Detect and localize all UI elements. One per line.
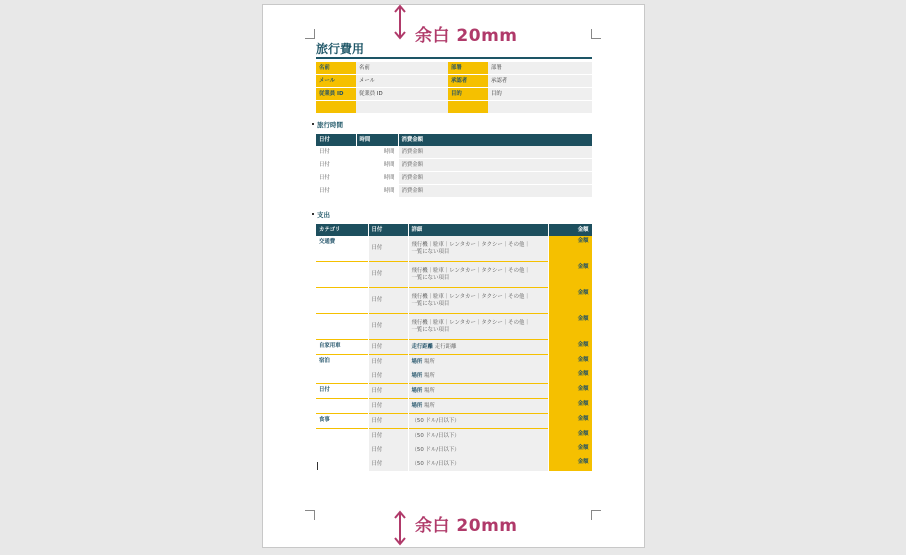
detail-cell[interactable] <box>408 340 548 355</box>
amount-cell[interactable]: 消費金額 <box>398 185 592 198</box>
info-label: メール <box>316 75 356 88</box>
table-row <box>316 159 592 172</box>
table-row <box>316 443 592 457</box>
info-label <box>448 101 488 114</box>
amount-cell[interactable]: 金額 <box>548 262 592 288</box>
detail-cell[interactable] <box>408 236 548 262</box>
amount-cell[interactable]: 金額 <box>548 369 592 384</box>
detail-cell[interactable] <box>408 399 548 414</box>
travel-time-column-header: 消費金額 <box>398 134 592 146</box>
detail-text: 飛行機｜駐車｜レンタカー｜タクシー｜その他｜ <box>411 320 530 327</box>
table-row <box>316 172 592 185</box>
detail-text: 場所 <box>411 358 423 365</box>
table-row <box>316 384 592 399</box>
table-row <box>316 288 592 314</box>
double-arrow-icon <box>392 4 408 40</box>
info-label: 承認者 <box>448 75 488 88</box>
title-rule <box>316 57 592 59</box>
time-cell[interactable]: 時間 <box>356 172 398 185</box>
detail-text: 場所 <box>411 372 423 379</box>
amount-cell[interactable]: 金額 <box>548 414 592 429</box>
detail-text: 場所 <box>411 387 423 394</box>
category-cell[interactable]: 宿泊 <box>316 355 368 370</box>
table-row <box>316 369 592 384</box>
travel-time-column-header: 時間 <box>356 134 398 146</box>
expenses-table <box>316 224 593 471</box>
category-cell[interactable] <box>316 314 368 340</box>
detail-text: 飛行機｜駐車｜レンタカー｜タクシー｜その他｜ <box>411 242 530 249</box>
info-table <box>316 62 592 114</box>
info-row <box>316 88 592 101</box>
crop-mark-bottom-right <box>591 510 601 520</box>
text-cursor <box>317 462 318 470</box>
info-value-field[interactable]: 従業員 ID <box>356 88 448 101</box>
info-value-field[interactable] <box>356 101 448 114</box>
date-cell[interactable]: 日付 <box>316 172 356 185</box>
info-value-field[interactable] <box>488 101 592 114</box>
category-cell[interactable] <box>316 369 368 384</box>
detail-cell[interactable] <box>408 288 548 314</box>
detail-cell[interactable] <box>408 355 548 370</box>
detail-text: （50 ドル/日以下） <box>411 432 460 439</box>
detail-text: 場所 <box>424 387 435 394</box>
info-label: 名前 <box>316 62 356 75</box>
date-cell[interactable]: 日付 <box>368 429 408 444</box>
info-row <box>316 75 592 88</box>
detail-text: 場所 <box>424 372 435 379</box>
date-cell[interactable]: 日付 <box>316 185 356 198</box>
date-cell[interactable]: 日付 <box>368 443 408 457</box>
info-row <box>316 101 592 114</box>
double-arrow-icon <box>392 510 408 546</box>
date-cell[interactable]: 日付 <box>316 159 356 172</box>
travel-time-column-header: 日付 <box>316 134 356 146</box>
info-value-field[interactable]: 名前 <box>356 62 448 75</box>
detail-text: （50 ドル/日以下） <box>411 417 460 424</box>
date-cell[interactable]: 日付 <box>368 340 408 355</box>
detail-text: 場所 <box>424 358 435 365</box>
category-cell[interactable] <box>316 288 368 314</box>
detail-cell[interactable] <box>408 457 548 471</box>
info-label <box>316 101 356 114</box>
date-cell[interactable]: 日付 <box>368 369 408 384</box>
detail-cell[interactable] <box>408 443 548 457</box>
amount-cell[interactable]: 金額 <box>548 314 592 340</box>
detail-cell[interactable] <box>408 429 548 444</box>
detail-text: 走行距離 <box>411 343 434 350</box>
detail-text: 一覧にない項目 <box>411 274 450 281</box>
table-row <box>316 236 592 262</box>
detail-cell[interactable] <box>408 369 548 384</box>
date-cell[interactable]: 日付 <box>368 457 408 471</box>
amount-cell[interactable]: 金額 <box>548 288 592 314</box>
category-cell[interactable] <box>316 429 368 444</box>
amount-cell[interactable]: 金額 <box>548 443 592 457</box>
table-row <box>316 399 592 414</box>
table-row <box>316 262 592 288</box>
table-row <box>316 355 592 370</box>
time-cell[interactable]: 時間 <box>356 159 398 172</box>
info-value-field[interactable]: 承認者 <box>488 75 592 88</box>
info-label: 従業員 ID <box>316 88 356 101</box>
date-cell[interactable]: 日付 <box>368 399 408 414</box>
amount-cell[interactable]: 消費金額 <box>398 146 592 159</box>
expenses-column-header: カテゴリ <box>316 224 368 236</box>
info-value-field[interactable]: 目的 <box>488 88 592 101</box>
table-row <box>316 340 592 355</box>
travel-time-table <box>316 134 593 198</box>
amount-cell[interactable]: 金額 <box>548 236 592 262</box>
amount-cell[interactable]: 消費金額 <box>398 159 592 172</box>
top-margin-label: 余白 20mm <box>415 26 518 46</box>
category-cell[interactable] <box>316 262 368 288</box>
date-cell[interactable]: 日付 <box>368 236 408 262</box>
date-cell[interactable]: 日付 <box>368 414 408 429</box>
detail-cell[interactable] <box>408 414 548 429</box>
category-cell[interactable] <box>316 399 368 414</box>
amount-cell[interactable]: 金額 <box>548 399 592 414</box>
category-cell[interactable]: 交通費 <box>316 236 368 262</box>
date-cell[interactable]: 日付 <box>316 146 356 159</box>
date-cell[interactable]: 日付 <box>368 355 408 370</box>
info-value-field[interactable]: 部署 <box>488 62 592 75</box>
crop-mark-bottom-left <box>305 510 315 520</box>
detail-text: 一覧にない項目 <box>411 326 450 333</box>
section-bullet <box>312 213 314 215</box>
amount-cell[interactable]: 金額 <box>548 340 592 355</box>
amount-cell[interactable]: 金額 <box>548 384 592 399</box>
section-bullet <box>312 123 314 125</box>
crop-mark-top-right <box>591 29 601 39</box>
detail-text: 一覧にない項目 <box>411 248 450 255</box>
category-cell[interactable]: 日付 <box>316 384 368 399</box>
category-cell[interactable]: 食事 <box>316 414 368 429</box>
table-row <box>316 314 592 340</box>
detail-text: 場所 <box>411 402 423 409</box>
detail-cell[interactable] <box>408 314 548 340</box>
detail-text: （50 ドル/日以下） <box>411 460 460 467</box>
table-row <box>316 185 592 198</box>
bottom-margin-label: 余白 20mm <box>415 516 518 536</box>
info-row <box>316 62 592 75</box>
expenses-column-header: 金額 <box>548 224 592 236</box>
info-label: 目的 <box>448 88 488 101</box>
amount-cell[interactable]: 金額 <box>548 355 592 370</box>
crop-mark-top-left <box>305 29 315 39</box>
expenses-column-header: 日付 <box>368 224 408 236</box>
table-row <box>316 429 592 444</box>
category-cell[interactable] <box>316 443 368 457</box>
detail-text: 走行距離 <box>434 343 457 350</box>
expenses-column-header: 詳細 <box>408 224 548 236</box>
detail-cell[interactable] <box>408 262 548 288</box>
table-row <box>316 457 592 471</box>
detail-text: （50 ドル/日以下） <box>411 446 460 453</box>
detail-text: 飛行機｜駐車｜レンタカー｜タクシー｜その他｜ <box>411 294 530 301</box>
date-cell[interactable]: 日付 <box>368 314 408 340</box>
travel-time-heading[interactable]: 旅行時間 <box>317 121 343 129</box>
info-label: 部署 <box>448 62 488 75</box>
detail-text: 一覧にない項目 <box>411 300 450 307</box>
expenses-heading[interactable]: 支出 <box>317 211 330 219</box>
amount-cell[interactable]: 消費金額 <box>398 172 592 185</box>
document-title[interactable]: 旅行費用 <box>316 42 365 56</box>
info-value-field[interactable]: メール <box>356 75 448 88</box>
detail-cell[interactable] <box>408 384 548 399</box>
category-cell[interactable] <box>316 457 368 471</box>
table-row <box>316 414 592 429</box>
detail-text: 飛行機｜駐車｜レンタカー｜タクシー｜その他｜ <box>411 268 530 275</box>
time-cell[interactable]: 時間 <box>356 146 398 159</box>
table-row <box>316 146 592 159</box>
date-cell[interactable]: 日付 <box>368 288 408 314</box>
detail-text: 場所 <box>424 402 435 409</box>
time-cell[interactable]: 時間 <box>356 185 398 198</box>
amount-cell[interactable]: 金額 <box>548 429 592 444</box>
amount-cell[interactable]: 金額 <box>548 457 592 471</box>
date-cell[interactable]: 日付 <box>368 262 408 288</box>
date-cell[interactable]: 日付 <box>368 384 408 399</box>
category-cell[interactable]: 自家用車 <box>316 340 368 355</box>
